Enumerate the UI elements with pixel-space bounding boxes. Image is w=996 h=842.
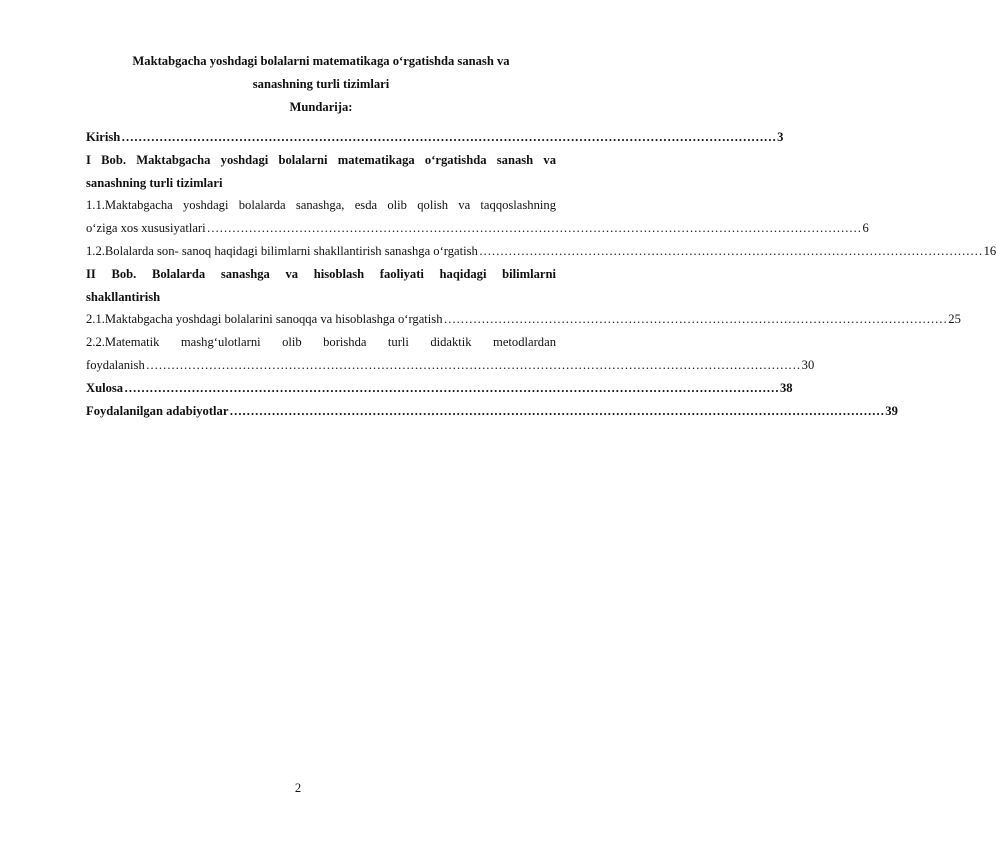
toc-label: o‘ziga xos xususiyatlari — [86, 221, 206, 236]
toc-chapter-2-line-2: shakllantirish — [86, 289, 161, 304]
toc-page-number: 16 — [983, 243, 996, 258]
contents-heading: Mundarija: — [289, 100, 353, 114]
toc-page-number: 6 — [862, 221, 869, 236]
toc-section-2-2-line-1: 2.2.Matematik mashg‘ulotlarni olib borishda turli didaktik metodlardan — [86, 335, 556, 350]
toc-section-1-2 — [86, 240, 996, 263]
dot-leader: ………………………………………………………………………………………………………………………………………… — [145, 357, 801, 372]
toc-page-number: 25 — [948, 312, 961, 327]
toc-section-2-2-line-2 — [86, 354, 815, 377]
dot-leader: ………………………………………………………………………………………………………… — [443, 312, 948, 327]
toc-page-number: 39 — [885, 403, 898, 418]
toc-label: Kirish — [86, 130, 121, 144]
toc-entry-kirish — [86, 126, 784, 149]
toc-entry-xulosa — [86, 377, 793, 400]
page-number: 2 — [294, 781, 302, 795]
toc-label: 1.2.Bolalarda son- sanoq haqidagi bilimlarni shakllantirish sanashga o‘rgatish — [86, 243, 478, 258]
toc-label: Xulosa — [86, 380, 124, 395]
toc-label: 2.1.Maktabgacha yoshdagi bolalarini sanoqqa va hisoblashga o‘rgatish — [86, 312, 443, 327]
dot-leader: ………………………………………………………………………………………………………… — [478, 243, 983, 258]
toc-page-number: 30 — [801, 357, 815, 372]
dot-leader: ………………………………………………………………………………………………………………………………………… — [121, 130, 777, 144]
toc-page-number: 3 — [777, 130, 784, 144]
toc-section-2-1 — [86, 308, 961, 331]
document-title-line-2: sanashning turli tizimlari — [252, 77, 390, 91]
toc-label: Foydalanilgan adabiyotlar — [86, 403, 229, 418]
dot-leader: ………………………………………………………………………………………………………………………………………… — [206, 221, 862, 236]
toc-chapter-1-line-2: sanashning turli tizimlari — [86, 175, 223, 190]
toc-page-number: 38 — [779, 380, 793, 395]
document-title-line-1: Maktabgacha yoshdagi bolalarni matematikaga o‘rgatishda sanash va — [132, 54, 510, 68]
table-of-contents — [86, 126, 996, 422]
dot-leader: ………………………………………………………………………………………………………………………………………… — [229, 403, 885, 418]
toc-entry-adabiyotlar — [86, 400, 898, 423]
toc-section-1-1-line-1: 1.1.Maktabgacha yoshdagi bolalarda sanashga, esda olib qolish va taqqoslashning — [86, 198, 556, 213]
toc-chapter-2-line-1: II Bob. Bolalarda sanashga va hisoblash faoliyati haqidagi bilimlarni — [86, 266, 556, 281]
toc-section-1-1-line-2 — [86, 217, 869, 240]
dot-leader: ………………………………………………………………………………………………………………………………………… — [124, 380, 779, 395]
toc-label: foydalanish — [86, 357, 145, 372]
toc-chapter-1-line-1: I Bob. Maktabgacha yoshdagi bolalarni matematikaga o‘rgatishda sanash va — [86, 152, 556, 167]
